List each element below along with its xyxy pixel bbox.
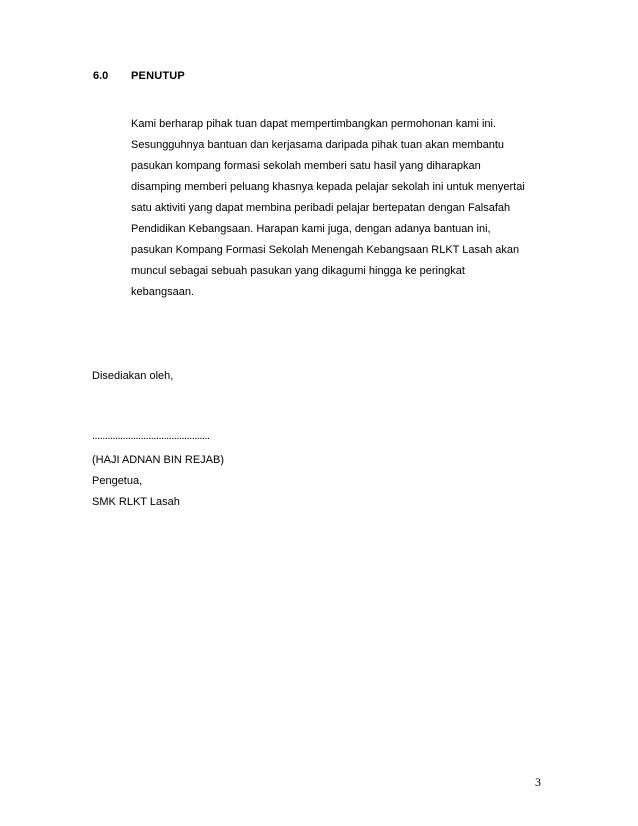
section-title: PENUTUP	[131, 70, 185, 82]
signer-name: (HAJI ADNAN BIN REJAB)	[92, 454, 225, 466]
paragraph-line: disamping memberi peluang khasnya kepada pelajar sekolah ini untuk menyertai	[131, 181, 525, 193]
signature-line: ..............................................	[92, 430, 210, 442]
paragraph-line: pasukan kompang formasi sekolah memberi satu hasil yang diharapkan	[131, 160, 481, 172]
paragraph-line: Pendidikan Kebangsaan. Harapan kami juga, dengan adanya bantuan ini,	[131, 223, 491, 235]
page-number: 3	[535, 775, 541, 789]
paragraph-line: satu aktiviti yang dapat membina peribadi pelajar bertepatan dengan Falsafah	[131, 202, 511, 214]
signer-block	[92, 450, 224, 513]
paragraph-line: kebangsaan.	[131, 286, 194, 298]
section-number: 6.0	[93, 70, 109, 82]
paragraph-line: pasukan Kompang Formasi Sekolah Menengah Kebangsaan RLKT Lasah akan	[131, 244, 520, 256]
signer-school: SMK RLKT Lasah	[92, 496, 180, 508]
paragraph-line: muncul sebagai sebuah pasukan yang dikagumi hingga ke peringkat	[131, 265, 465, 277]
signer-position: Pengetua,	[92, 475, 143, 487]
closing-paragraph	[131, 114, 571, 303]
paragraph-line: Sesungguhnya bantuan dan kerjasama daripada pihak tuan akan membantu	[131, 139, 505, 151]
paragraph-line: Kami berharap pihak tuan dapat mempertimbangkan permohonan kami ini.	[131, 118, 497, 130]
prepared-by-label: Disediakan oleh,	[92, 370, 174, 382]
